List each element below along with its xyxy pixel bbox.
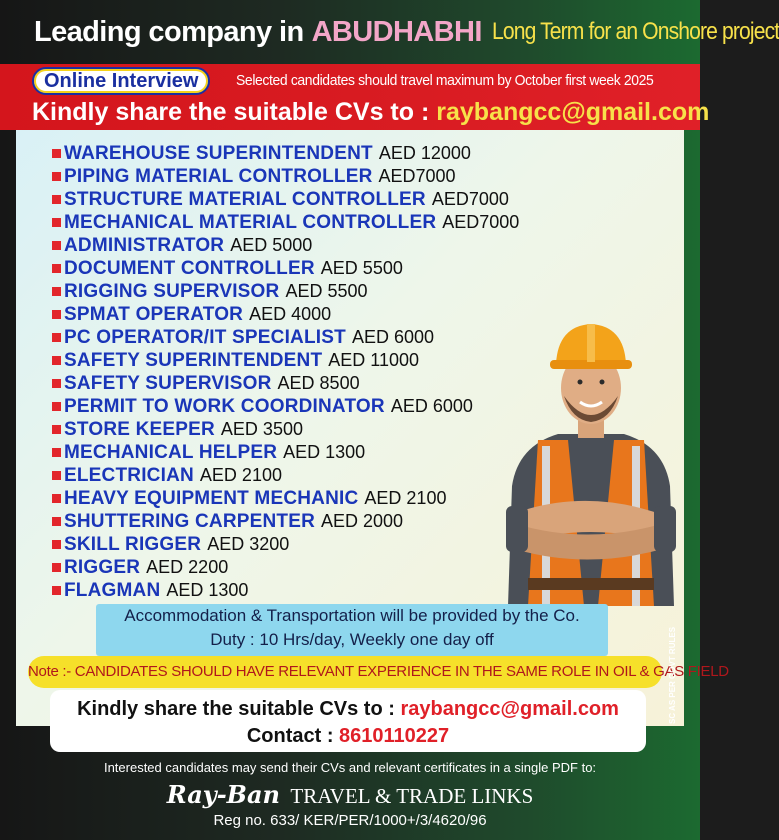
job-title: SHUTTERING CARPENTER: [64, 510, 316, 532]
header-subtitle: Long Term for an Onshore project: [491, 18, 779, 45]
job-item: [52, 418, 519, 441]
bullet-icon: [52, 241, 61, 250]
bullet-icon: [52, 586, 61, 595]
header: [0, 0, 779, 64]
bullet-icon: [52, 356, 61, 365]
worker-illustration: [498, 316, 684, 606]
benefits-line-1: Accommodation & Transportation will be provided by the Co.: [124, 606, 580, 625]
job-item: [52, 165, 519, 188]
bullet-icon: [52, 402, 61, 411]
bullet-icon: [52, 448, 61, 457]
share-cv-email[interactable]: raybangcc@gmail.com: [436, 98, 710, 126]
job-salary: AED 12000: [378, 143, 471, 163]
share-cv-text: Kindly share the suitable CVs to :: [32, 98, 430, 126]
job-title: MECHANICAL MATERIAL CONTROLLER: [64, 211, 437, 233]
job-title: PIPING MATERIAL CONTROLLER: [64, 165, 373, 187]
bullet-icon: [52, 310, 61, 319]
job-salary: AED 3200: [207, 534, 290, 554]
job-item: [52, 211, 519, 234]
bullet-icon: [52, 333, 61, 342]
job-title: ELECTRICIAN: [64, 464, 194, 486]
job-salary: AED 2100: [364, 488, 447, 508]
job-item: [52, 533, 519, 556]
job-salary: AED 5000: [230, 235, 313, 255]
bullet-icon: [52, 494, 61, 503]
job-salary: AED 1300: [283, 442, 366, 462]
job-title: PERMIT TO WORK COORDINATOR: [64, 395, 385, 417]
job-title: SAFETY SUPERVISOR: [64, 372, 272, 394]
job-title: RIGGING SUPERVISOR: [64, 280, 280, 302]
job-item: [52, 280, 519, 303]
job-item: [52, 372, 519, 395]
job-item: [52, 349, 519, 372]
job-salary: AED7000: [442, 212, 520, 232]
bullet-icon: [52, 471, 61, 480]
job-salary: AED 6000: [351, 327, 435, 347]
job-item: [52, 188, 519, 211]
job-item: [52, 487, 519, 510]
bullet-icon: [52, 540, 61, 549]
job-title: PC OPERATOR/IT SPECIALIST: [64, 326, 346, 348]
job-salary: AED 6000: [390, 396, 473, 416]
travel-deadline-note: Selected candidates should travel maximum by October first week 2025: [236, 72, 654, 89]
bullet-icon: [52, 563, 61, 572]
header-city: ABUDHABHI: [311, 15, 482, 48]
job-item: [52, 142, 519, 165]
job-salary: AED 11000: [328, 350, 420, 370]
contact-phone-line: [50, 723, 646, 749]
contact-phone[interactable]: 8610110227: [339, 725, 450, 747]
job-title: ADMINISTRATOR: [64, 234, 225, 256]
bullet-icon: [52, 287, 61, 296]
job-title: DOCUMENT CONTROLLER: [64, 257, 315, 279]
job-item: [52, 464, 519, 487]
job-salary: AED7000: [378, 166, 456, 186]
bullet-icon: [52, 172, 61, 181]
bullet-icon: [52, 218, 61, 227]
job-item: [52, 257, 519, 280]
job-list: [52, 142, 519, 602]
job-title: MECHANICAL HELPER: [64, 441, 278, 463]
job-title: STORE KEEPER: [64, 418, 215, 440]
contact-share-line: [50, 690, 646, 723]
job-title: SAFETY SUPERINTENDENT: [64, 349, 323, 371]
job-item: [52, 510, 519, 533]
company-brand: Ray-Ban: [166, 780, 280, 809]
bullet-icon: [52, 149, 61, 158]
job-item: [52, 556, 519, 579]
bullet-icon: [52, 379, 61, 388]
job-title: SPMAT OPERATOR: [64, 303, 244, 325]
bullet-icon: [52, 517, 61, 526]
job-title: RIGGER: [64, 556, 141, 578]
job-title: HEAVY EQUIPMENT MECHANIC: [64, 487, 359, 509]
company-tagline: TRAVEL & TRADE LINKS: [290, 784, 534, 808]
share-cv-line: [32, 98, 709, 127]
benefits-box: [96, 604, 608, 656]
job-item: [52, 234, 519, 257]
job-item: [52, 395, 519, 418]
bullet-icon: [52, 264, 61, 273]
job-salary: AED7000: [431, 189, 509, 209]
job-title: WAREHOUSE SUPERINTENDENT: [64, 142, 373, 164]
contact-share-text: Kindly share the suitable CVs to :: [77, 698, 395, 720]
bullet-icon: [52, 195, 61, 204]
job-salary: AED 2100: [199, 465, 282, 485]
job-salary: AED 1300: [166, 580, 249, 600]
job-salary: AED 3500: [220, 419, 303, 439]
job-title: STRUCTURE MATERIAL CONTROLLER: [64, 188, 426, 210]
job-title: FLAGMAN: [64, 579, 161, 601]
contact-email[interactable]: raybangcc@gmail.com: [400, 698, 619, 720]
experience-note: Note :- CANDIDATES SHOULD HAVE RELEVANT EXPERIENCE IN THE SAME ROLE IN OIL & GAS FIELD: [28, 656, 662, 688]
job-salary: AED 4000: [249, 304, 332, 324]
job-item: [52, 441, 519, 464]
job-item: [52, 579, 519, 602]
job-salary: AED 8500: [277, 373, 360, 393]
contact-label: Contact :: [246, 725, 334, 747]
job-title: SKILL RIGGER: [64, 533, 202, 555]
job-salary: AED 2000: [321, 511, 404, 531]
header-title: Leading company in: [34, 15, 304, 48]
online-interview-badge: Online Interview: [32, 67, 210, 95]
govt-rules-text: SC AS PER GOVT RULES: [668, 626, 677, 724]
job-item: [52, 303, 519, 326]
job-salary: AED 5500: [285, 281, 368, 301]
benefits-line-2: Duty : 10 Hrs/day, Weekly one day off: [210, 630, 494, 649]
red-banner: [0, 64, 710, 130]
job-item: [52, 326, 519, 349]
job-salary: AED 2200: [146, 557, 229, 577]
registration-number: Reg no. 633/ KER/PER/1000+/3/4620/96: [213, 812, 487, 829]
job-salary: AED 5500: [320, 258, 403, 278]
bullet-icon: [52, 425, 61, 434]
footer-instructions: Interested candidates may send their CVs and relevant certificates in a single PDF to:: [103, 760, 597, 775]
contact-box: [50, 690, 646, 752]
company-name: [0, 780, 700, 809]
